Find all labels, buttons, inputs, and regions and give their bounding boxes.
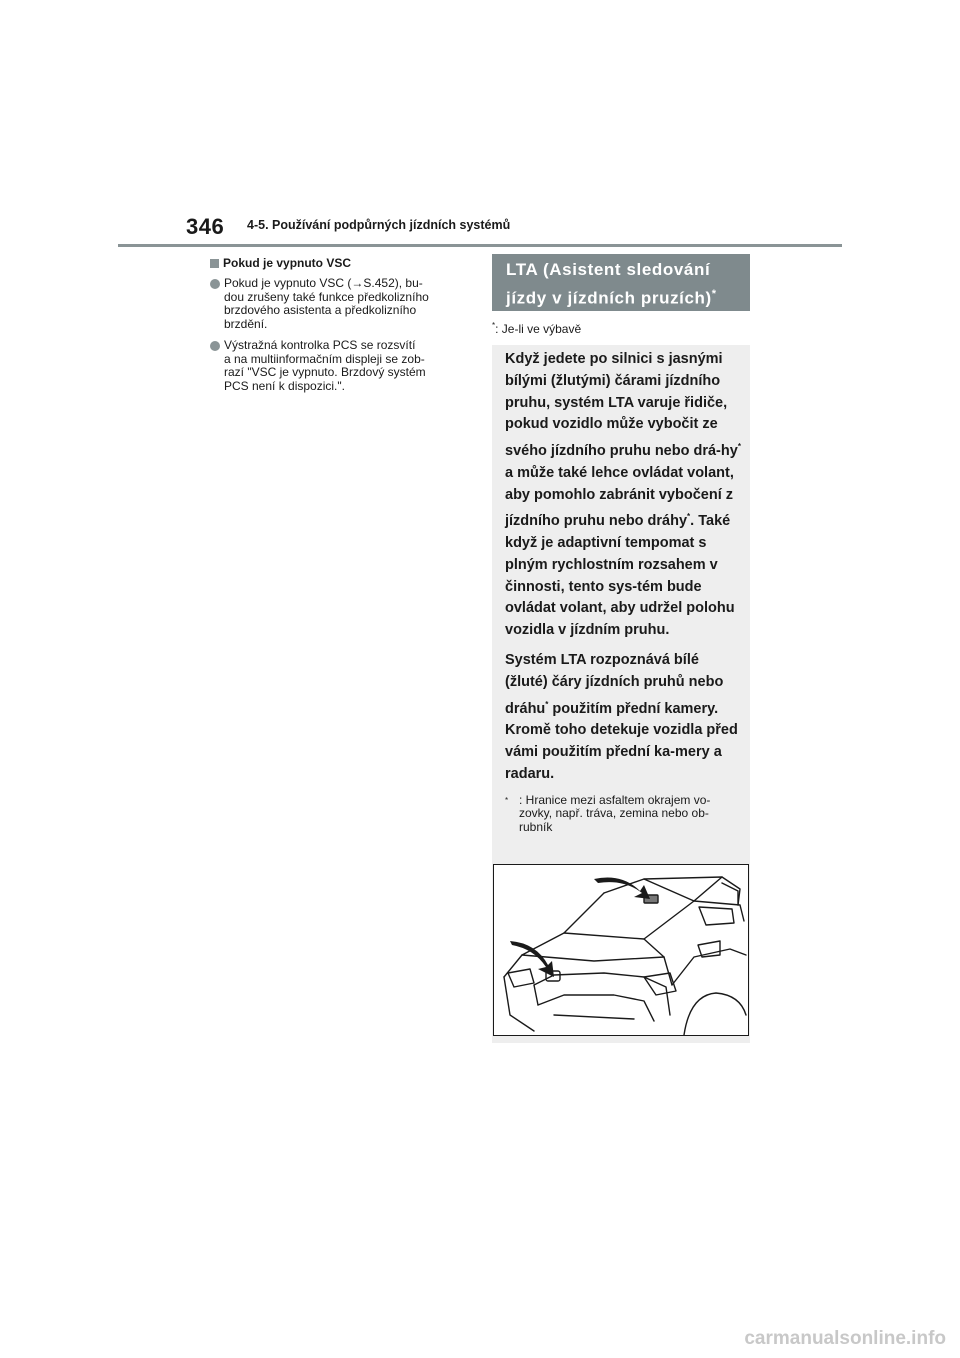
circle-bullet-icon bbox=[210, 279, 220, 289]
intro-text: . Také když je adaptivní tempomat s plným rychlostním rozsahem v činnosti, tento sys-tém bude ovládat volant, aby udržel polohu vozidla v jízdním pruhu. bbox=[505, 513, 735, 639]
footnote-text: : Je-li ve výbavě bbox=[495, 322, 582, 336]
list-item-line: Výstražná kontrolka PCS se rozsvítí bbox=[224, 338, 416, 352]
chapter-title-box bbox=[492, 254, 750, 311]
list-item-line: PCS není k dispozici.". bbox=[224, 378, 345, 393]
footnote-mark: * bbox=[545, 699, 549, 709]
intro-box bbox=[492, 345, 750, 855]
footnote-mark: * bbox=[687, 512, 691, 522]
list-item bbox=[210, 339, 466, 393]
car-sensor-illustration bbox=[493, 864, 749, 1036]
footnote-mark: * bbox=[505, 795, 509, 805]
square-bullet-icon bbox=[210, 259, 219, 268]
subsection-heading-text: Pokud je vypnuto VSC bbox=[223, 256, 352, 270]
list-item-line: a na multiinformačním displeji se zob- bbox=[224, 351, 425, 366]
list-item-line: Pokud je vypnuto VSC (→S.452), bu- bbox=[224, 276, 423, 290]
footnote-mark: * bbox=[737, 442, 741, 452]
chapter-title-line: LTA (Asistent sledování bbox=[506, 260, 711, 279]
footnote-mark: * bbox=[492, 321, 496, 330]
intro-paragraph bbox=[505, 349, 742, 642]
subsection-heading bbox=[210, 256, 466, 270]
header-divider bbox=[118, 244, 842, 247]
list-item-line: razí "VSC je vypnuto. Brzdový systém bbox=[224, 365, 426, 379]
intro-text: Systém LTA rozpoznává bílé (žluté) čáry jízdních pruhů nebo dráhu bbox=[505, 652, 724, 717]
intro-text: Když jedete po silnici s jasnými bílými (žlutými) čárami jízdního pruhu, systém LTA varuje řidiče, pokud vozidlo může vybočit ze svého jízdního pruhu nebo drá-hy bbox=[505, 351, 738, 460]
equipment-footnote bbox=[492, 321, 581, 336]
intro-text: a může také lehce ovládat volant, aby pomohlo zabránit vybočení z jízdního pruhu nebo dráhy bbox=[505, 464, 734, 530]
watermark-text: carmanualsonline.info bbox=[744, 1328, 946, 1349]
left-column bbox=[210, 256, 466, 401]
intro-text: použitím přední kamery. Kromě toho detekuje vozidla před vámi použitím přední ka-mery a radaru. bbox=[505, 700, 738, 782]
list-item-line: brzdění. bbox=[224, 316, 268, 331]
car-drawing bbox=[494, 865, 748, 1035]
intro-footnote-text: : Hranice mezi asfaltem okrajem vo-zovky, např. tráva, zemina nebo ob-rubník bbox=[519, 792, 711, 834]
section-title: 4-5. Používání podpůrných jízdních systémů bbox=[247, 218, 511, 232]
circle-bullet-icon bbox=[210, 341, 220, 351]
figure-panel bbox=[492, 855, 750, 1043]
intro-footnote bbox=[505, 794, 742, 835]
page-number: 346 bbox=[186, 214, 225, 239]
intro-paragraph bbox=[505, 650, 742, 786]
list-item-line: dou zrušeny také funkce předkolizního bbox=[224, 289, 429, 304]
list-item bbox=[210, 277, 466, 331]
footnote-mark: * bbox=[711, 288, 717, 300]
chapter-title-line: jízdy v jízdních pruzích) bbox=[506, 288, 712, 308]
list-item-line: brzdového asistenta a předkolizního bbox=[224, 303, 417, 317]
